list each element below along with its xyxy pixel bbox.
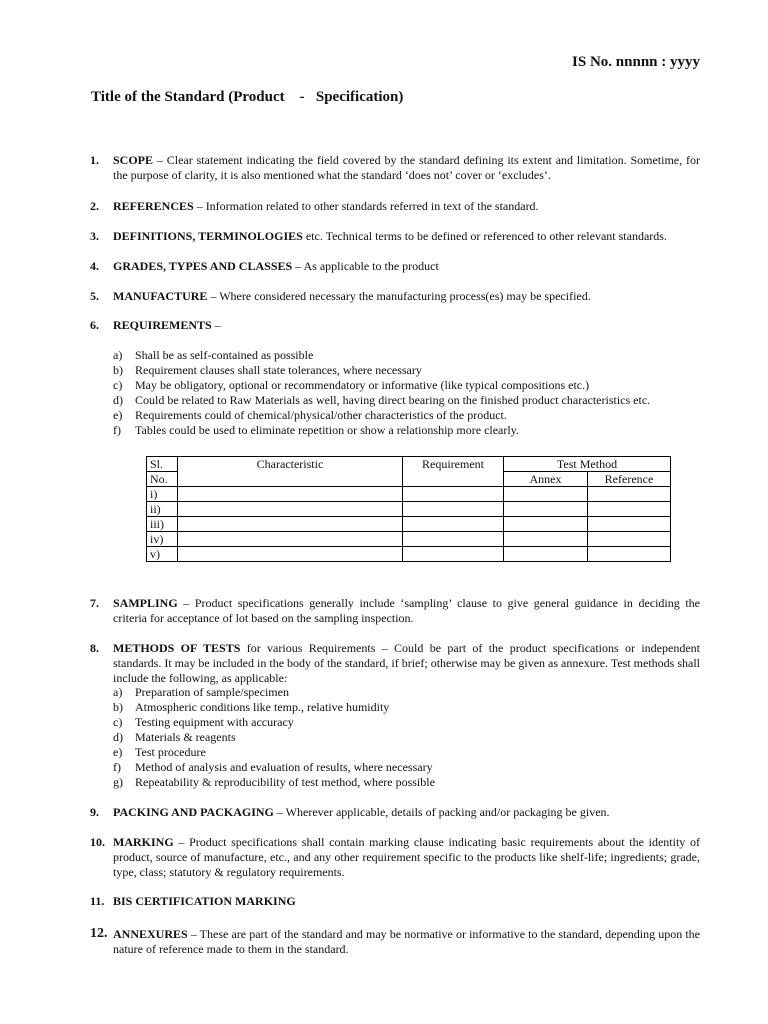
list-item: a) Preparation of sample/specimen (113, 685, 289, 699)
is-number: IS No. nnnnn : yyyy (572, 54, 700, 70)
clause-grades (90, 259, 700, 274)
clause-heading: MANUFACTURE (113, 289, 208, 303)
clause-number: 2. (90, 199, 99, 213)
list-item: f) Tables could be used to eliminate repetition or show a relationship more clearly. (113, 423, 519, 437)
clause-heading: MARKING (113, 835, 174, 849)
clause-requirements (90, 318, 700, 333)
clause-methods-of-tests (90, 641, 700, 686)
clause-heading: BIS CERTIFICATION MARKING (113, 894, 296, 908)
table-row: v) (147, 547, 671, 562)
clause-heading: REFERENCES (113, 199, 194, 213)
clause-packing (90, 805, 700, 820)
clause-number: 9. (90, 805, 99, 819)
clause-heading: REQUIREMENTS (113, 318, 212, 332)
clause-sampling (90, 596, 700, 626)
list-item: e) Requirements could of chemical/physical/other characteristics of the product. (113, 408, 507, 422)
clause-text: – Information related to other standards referred in text of the standard. (193, 199, 539, 213)
table-header-test-method: Test Method (504, 457, 671, 472)
clause-text: – Wherever applicable, details of packing and/or packaging be given. (273, 805, 610, 819)
list-item: d) Materials & reagents (113, 730, 236, 744)
clause-scope (90, 153, 700, 183)
clause-text: – Where considered necessary the manufacturing process(es) may be specified. (207, 289, 591, 303)
clause-definitions (90, 229, 700, 244)
list-item: g) Repeatability & reproducibility of test method, where possible (113, 775, 435, 789)
list-item: f) Method of analysis and evaluation of results, where necessary (113, 760, 433, 774)
clause-heading: GRADES, TYPES AND CLASSES (113, 259, 293, 273)
list-item: c) May be obligatory, optional or recommendatory or informative (like typical compositions etc.) (113, 378, 590, 392)
requirements-list (113, 348, 650, 438)
clause-number: 6. (90, 318, 99, 332)
table-row: ii) (147, 502, 671, 517)
clause-text: etc. Technical terms to be defined or referenced to other relevant standards. (302, 229, 667, 243)
clause-number: 11. (90, 894, 105, 908)
table-row: i) (147, 487, 671, 502)
clause-number: 12. (90, 926, 108, 941)
table-header-annex: Annex (504, 472, 588, 487)
table-header-requirement: Requirement (403, 457, 504, 487)
clause-heading: ANNEXURES (113, 927, 188, 941)
clause-heading: METHODS OF TESTS (113, 641, 241, 655)
list-item: e) Test procedure (113, 745, 206, 759)
clause-text: – Product specifications shall contain marking clause indicating basic requirements about the identity of product, source of manufacture, etc., and any other requirement specific to the products like shelf-life; ingredients; grade, type, class; statutory & regulatory requirements. (113, 835, 700, 879)
list-item: d) Could be related to Raw Materials as well, having direct bearing on the finished product characteristics etc. (113, 393, 651, 407)
table-header-sl: Sl. (147, 457, 178, 472)
clause-heading: SAMPLING (113, 596, 178, 610)
clause-heading: DEFINITIONS, TERMINOLOGIES (113, 229, 303, 243)
list-item: b) Requirement clauses shall state tolerances, where necessary (113, 363, 422, 377)
clause-text: – These are part of the standard and may be normative or informative to the standard, depending upon the nature of reference made to them in the standard. (113, 927, 700, 956)
test-methods-list (113, 685, 435, 790)
clause-references (90, 199, 700, 214)
clause-number: 5. (90, 289, 99, 303)
document-title: Title of the Standard (Product - Specification) (91, 89, 404, 105)
clause-number: 1. (90, 153, 99, 167)
table-row: iv) (147, 532, 671, 547)
clause-marking (90, 835, 700, 880)
clause-annexures (90, 927, 700, 957)
requirements-table (146, 456, 671, 562)
table-header-reference: Reference (588, 472, 671, 487)
clause-number: 10. (90, 835, 105, 849)
list-item: b) Atmospheric conditions like temp., relative humidity (113, 700, 390, 714)
clause-heading: PACKING AND PACKAGING (113, 805, 274, 819)
clause-number: 4. (90, 259, 99, 273)
clause-bis-certification (90, 894, 700, 909)
table-header-no: No. (147, 472, 178, 487)
clause-text: – Product specifications generally include ‘sampling’ clause to give general guidance in deciding the criteria for acceptance of lot based on the sampling inspection. (113, 596, 700, 625)
clause-text: for various Requirements – Could be part of the product specifications or independent standards. It may be included in the body of the standard, if brief; otherwise may be given as annexure. Test methods shall include the following, as applicable: (113, 641, 700, 685)
clause-text: – As applicable to the product (292, 259, 439, 273)
clause-number: 8. (90, 641, 99, 655)
clause-text: – (211, 318, 221, 332)
clause-heading: SCOPE (113, 153, 154, 167)
table-row: iii) (147, 517, 671, 532)
clause-text: – Clear statement indicating the field covered by the standard defining its extent and limitation. Sometime, for the purpose of clarity, it is also mentioned what the standard ‘does not’ cover or ‘excludes’. (113, 153, 700, 182)
list-item: a) Shall be as self-contained as possible (113, 348, 314, 362)
clause-number: 7. (90, 596, 99, 610)
clause-manufacture (90, 289, 700, 304)
table-header-characteristic: Characteristic (178, 457, 403, 487)
list-item: c) Testing equipment with accuracy (113, 715, 294, 729)
clause-number: 3. (90, 229, 99, 243)
